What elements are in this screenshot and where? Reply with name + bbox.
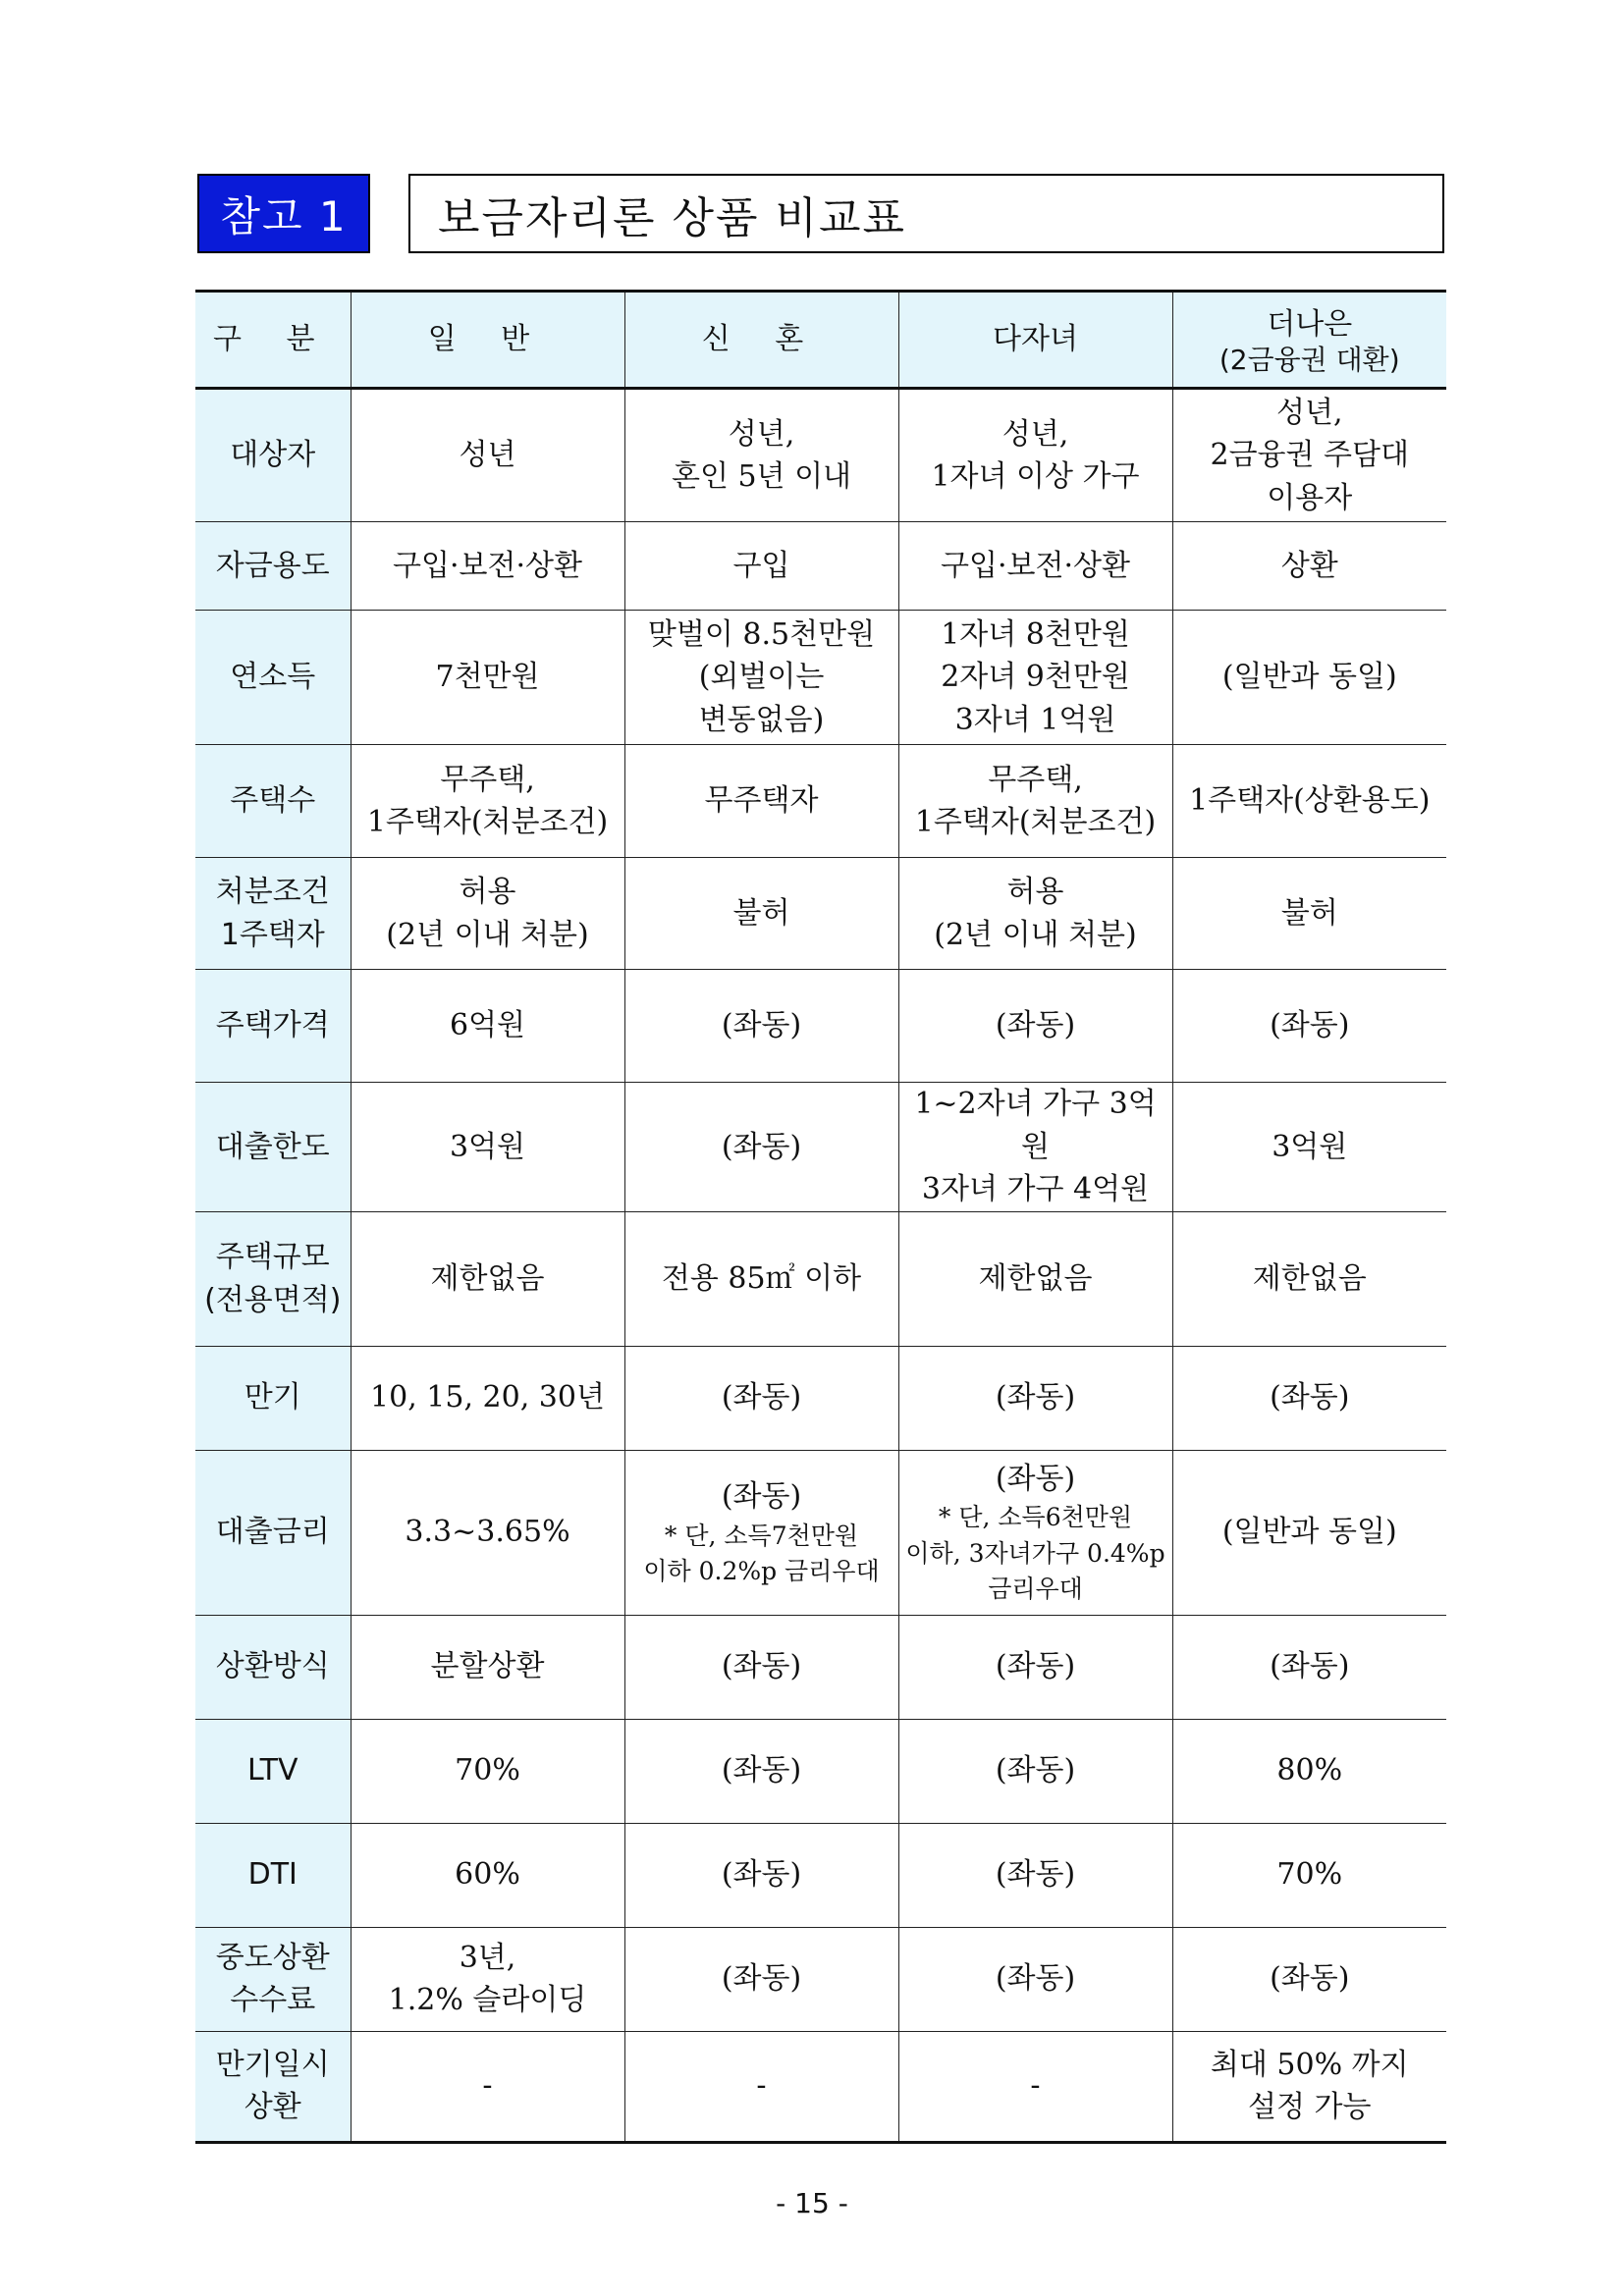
cell-line: 성년 bbox=[459, 438, 516, 473]
cell-house-size-general bbox=[351, 1211, 624, 1346]
row-header-note: (전용면적) bbox=[204, 1282, 342, 1317]
cell-line: 1주택자(상환용도) bbox=[1189, 783, 1431, 819]
cell-house-size-better bbox=[1172, 1211, 1446, 1346]
cell-maturity-general bbox=[351, 1346, 624, 1450]
cell-line: 2자녀 9천만원 bbox=[941, 660, 1130, 695]
cell-line: 6억원 bbox=[449, 1008, 526, 1043]
row-header-house-price bbox=[195, 970, 351, 1083]
cell-line: 변동없음) bbox=[698, 702, 825, 737]
column-header-newlywed: 신 혼 bbox=[624, 292, 898, 389]
table-row-balloon-repayment bbox=[195, 2031, 1446, 2142]
cell-line: 구입·보전·상환 bbox=[941, 548, 1130, 583]
table-row-repayment-method bbox=[195, 1615, 1446, 1719]
cell-line: 1~2자녀 가구 3억원 bbox=[914, 1087, 1157, 1164]
row-header-text: 자금용도 bbox=[215, 548, 330, 583]
cell-line: (좌동) bbox=[1270, 1961, 1350, 1997]
cell-line: 제한없음 bbox=[1252, 1260, 1367, 1296]
cell-line: (좌동) bbox=[995, 1380, 1076, 1415]
cell-repayment-method-better bbox=[1172, 1615, 1446, 1719]
cell-line: (좌동) bbox=[1270, 1649, 1350, 1684]
cell-disposal-condition-multichild bbox=[898, 858, 1172, 970]
column-header-general: 일 반 bbox=[351, 292, 624, 389]
cell-line: (좌동) bbox=[721, 1129, 802, 1164]
cell-line: (좌동) bbox=[995, 1753, 1076, 1789]
cell-line: 이하, 3자녀가구 0.4%p bbox=[905, 1538, 1165, 1568]
cell-line: (좌동) bbox=[721, 1479, 802, 1514]
cell-line: 70% bbox=[455, 1753, 520, 1789]
cell-line: 전용 85㎡ 이하 bbox=[661, 1260, 862, 1296]
cell-house-size-multichild bbox=[898, 1211, 1172, 1346]
cell-disposal-condition-newlywed bbox=[624, 858, 898, 970]
table-header-row bbox=[195, 292, 1446, 389]
row-header-text: 주택수 bbox=[230, 783, 316, 819]
cell-house-count-newlywed bbox=[624, 745, 898, 858]
cell-line: 3자녀 1억원 bbox=[954, 702, 1116, 737]
cell-line: 분할상환 bbox=[430, 1649, 545, 1684]
row-header-ltv bbox=[195, 1719, 351, 1823]
cell-house-price-newlywed bbox=[624, 970, 898, 1083]
cell-prepayment-fee-general bbox=[351, 1927, 624, 2031]
row-header-text: 상환방식 bbox=[215, 1649, 330, 1684]
row-header-text: 연소득 bbox=[230, 660, 316, 695]
cell-annual-income-general bbox=[351, 611, 624, 745]
row-header-text: 1주택자 bbox=[220, 917, 325, 952]
cell-line: 3자녀 가구 4억원 bbox=[921, 1172, 1150, 1206]
cell-line: 10, 15, 20, 30년 bbox=[370, 1380, 605, 1415]
cell-interest-rate-better bbox=[1172, 1450, 1446, 1615]
comparison-table bbox=[195, 290, 1446, 2144]
cell-line: (좌동) bbox=[995, 1461, 1076, 1496]
cell-line: 무주택, bbox=[440, 762, 535, 797]
cell-annual-income-newlywed bbox=[624, 611, 898, 745]
cell-line: 무주택, bbox=[988, 762, 1083, 797]
cell-target-general bbox=[351, 389, 624, 522]
cell-line: (좌동) bbox=[721, 1649, 802, 1684]
cell-line: 1주택자(처분조건) bbox=[914, 805, 1157, 839]
cell-line: 1주택자(처분조건) bbox=[366, 805, 609, 839]
cell-line: (2년 이내 처분) bbox=[934, 917, 1137, 952]
cell-line: 구입 bbox=[732, 548, 790, 583]
cell-line: 60% bbox=[455, 1857, 520, 1893]
cell-line: 70% bbox=[1276, 1857, 1343, 1893]
cell-house-count-better bbox=[1172, 745, 1446, 858]
cell-target-better bbox=[1172, 389, 1446, 522]
cell-house-count-multichild bbox=[898, 745, 1172, 858]
cell-line: 혼인 5년 이내 bbox=[671, 459, 852, 494]
column-header-multichild: 다자녀 bbox=[898, 292, 1172, 389]
page-title: 보금자리론 상품 비교표 bbox=[408, 174, 1444, 253]
column-header-category: 구 분 bbox=[195, 292, 351, 389]
row-header-dti bbox=[195, 1823, 351, 1927]
cell-disposal-condition-better bbox=[1172, 858, 1446, 970]
cell-line: 성년, bbox=[728, 416, 795, 452]
cell-repayment-method-general bbox=[351, 1615, 624, 1719]
cell-dti-newlywed bbox=[624, 1823, 898, 1927]
row-header-maturity bbox=[195, 1346, 351, 1450]
cell-line: 3.3~3.65% bbox=[405, 1515, 570, 1550]
row-header-text: 대상자 bbox=[230, 438, 316, 473]
cell-line: 1.2% 슬라이딩 bbox=[388, 1983, 587, 2017]
cell-line: (좌동) bbox=[721, 1008, 802, 1043]
table-row-prepayment-fee bbox=[195, 1927, 1446, 2031]
cell-line: (일반과 동일) bbox=[1221, 1515, 1397, 1550]
cell-repayment-method-multichild bbox=[898, 1615, 1172, 1719]
table-row-fund-use bbox=[195, 522, 1446, 611]
cell-annual-income-multichild bbox=[898, 611, 1172, 745]
cell-line: 설정 가능 bbox=[1248, 2090, 1372, 2124]
cell-maturity-multichild bbox=[898, 1346, 1172, 1450]
cell-fund-use-better bbox=[1172, 522, 1446, 611]
cell-line: 7천만원 bbox=[435, 660, 540, 695]
cell-line: 맞벌이 8.5천만원 bbox=[647, 616, 876, 652]
cell-line: (좌동) bbox=[1270, 1008, 1350, 1043]
cell-house-price-multichild bbox=[898, 970, 1172, 1083]
cell-line: 제한없음 bbox=[430, 1260, 545, 1296]
cell-line: 금리우대 bbox=[988, 1574, 1083, 1603]
cell-loan-limit-better bbox=[1172, 1083, 1446, 1212]
cell-line: 3억원 bbox=[449, 1129, 526, 1164]
cell-loan-limit-newlywed bbox=[624, 1083, 898, 1212]
table-row-annual-income bbox=[195, 611, 1446, 745]
row-header-prepayment-fee bbox=[195, 1927, 351, 2031]
cell-line: 2금융권 주담대 bbox=[1210, 438, 1409, 473]
cell-interest-rate-general bbox=[351, 1450, 624, 1615]
cell-line: 상환 bbox=[1280, 548, 1338, 583]
cell-line: 성년, bbox=[1276, 395, 1343, 430]
table-row-maturity bbox=[195, 1346, 1446, 1450]
cell-line: 이용자 bbox=[1267, 480, 1353, 515]
column-header-better-label: 더나은 bbox=[1267, 306, 1353, 342]
row-header-house-size bbox=[195, 1211, 351, 1346]
row-header-house-count bbox=[195, 745, 351, 858]
cell-dti-general bbox=[351, 1823, 624, 1927]
table-row-loan-limit bbox=[195, 1083, 1446, 1212]
cell-balloon-repayment-general bbox=[351, 2031, 624, 2142]
cell-line: 1자녀 이상 가구 bbox=[931, 459, 1140, 494]
row-header-text: 만기일시 bbox=[215, 2047, 330, 2082]
cell-line: 제한없음 bbox=[978, 1260, 1093, 1296]
reference-badge: 참고 1 bbox=[197, 174, 370, 253]
cell-line: (좌동) bbox=[1270, 1380, 1350, 1415]
table-row-dti bbox=[195, 1823, 1446, 1927]
page-number: - 15 - bbox=[776, 2187, 848, 2219]
table-row-target bbox=[195, 389, 1446, 522]
table-row-interest-rate bbox=[195, 1450, 1446, 1615]
table-row-disposal-condition bbox=[195, 858, 1446, 970]
cell-house-count-general bbox=[351, 745, 624, 858]
row-header-text: 주택가격 bbox=[215, 1008, 330, 1043]
cell-line: 3년, bbox=[459, 1940, 516, 1975]
cell-maturity-better bbox=[1172, 1346, 1446, 1450]
cell-prepayment-fee-newlywed bbox=[624, 1927, 898, 2031]
cell-line: - bbox=[1030, 2068, 1041, 2104]
cell-line: - bbox=[482, 2068, 493, 2104]
row-header-annual-income bbox=[195, 611, 351, 745]
cell-line: - bbox=[756, 2068, 767, 2104]
cell-target-newlywed bbox=[624, 389, 898, 522]
cell-balloon-repayment-multichild bbox=[898, 2031, 1172, 2142]
table-row-house-price bbox=[195, 970, 1446, 1083]
row-header-text: LTV bbox=[247, 1753, 298, 1789]
cell-line: (좌동) bbox=[721, 1857, 802, 1893]
cell-line: * 단, 소득7천만원 bbox=[664, 1521, 859, 1550]
cell-line: (2년 이내 처분) bbox=[386, 917, 589, 952]
cell-line: (좌동) bbox=[995, 1857, 1076, 1893]
cell-ltv-better bbox=[1172, 1719, 1446, 1823]
cell-maturity-newlywed bbox=[624, 1346, 898, 1450]
cell-house-price-better bbox=[1172, 970, 1446, 1083]
row-header-repayment-method bbox=[195, 1615, 351, 1719]
row-header-text: 처분조건 bbox=[215, 875, 330, 909]
cell-house-size-newlywed bbox=[624, 1211, 898, 1346]
row-header-fund-use bbox=[195, 522, 351, 611]
row-header-text: 대출한도 bbox=[215, 1129, 330, 1164]
row-header-text: 중도상환 bbox=[215, 1940, 330, 1975]
cell-line: (좌동) bbox=[995, 1961, 1076, 1997]
cell-line: (좌동) bbox=[995, 1008, 1076, 1043]
cell-line: 3억원 bbox=[1272, 1129, 1348, 1164]
cell-loan-limit-multichild bbox=[898, 1083, 1172, 1212]
cell-disposal-condition-general bbox=[351, 858, 624, 970]
column-header-better bbox=[1172, 292, 1446, 389]
cell-line: 80% bbox=[1276, 1753, 1343, 1789]
cell-line: 구입·보전·상환 bbox=[393, 548, 582, 583]
cell-loan-limit-general bbox=[351, 1083, 624, 1212]
cell-line: 불허 bbox=[1280, 895, 1338, 931]
cell-repayment-method-newlywed bbox=[624, 1615, 898, 1719]
cell-line: (좌동) bbox=[721, 1961, 802, 1997]
cell-fund-use-general bbox=[351, 522, 624, 611]
cell-line: (외벌이는 bbox=[698, 660, 825, 695]
cell-ltv-newlywed bbox=[624, 1719, 898, 1823]
row-header-text: DTI bbox=[247, 1857, 298, 1893]
cell-line: 1자녀 8천만원 bbox=[941, 616, 1130, 652]
cell-annual-income-better bbox=[1172, 611, 1446, 745]
cell-ltv-general bbox=[351, 1719, 624, 1823]
cell-line: 최대 50% 까지 bbox=[1210, 2047, 1409, 2082]
table-row-house-count bbox=[195, 745, 1446, 858]
column-header-better-sub: (2금융권 대환) bbox=[1218, 344, 1400, 377]
row-header-text: 상환 bbox=[244, 2090, 301, 2124]
cell-line: 허용 bbox=[1006, 875, 1064, 909]
cell-ltv-multichild bbox=[898, 1719, 1172, 1823]
cell-line: (일반과 동일) bbox=[1221, 660, 1397, 695]
row-header-text: 수수료 bbox=[230, 1983, 316, 2017]
cell-fund-use-newlywed bbox=[624, 522, 898, 611]
cell-line: (좌동) bbox=[995, 1649, 1076, 1684]
table-row-ltv bbox=[195, 1719, 1446, 1823]
cell-fund-use-multichild bbox=[898, 522, 1172, 611]
row-header-interest-rate bbox=[195, 1450, 351, 1615]
cell-line: * 단, 소득6천만원 bbox=[938, 1503, 1133, 1532]
cell-prepayment-fee-better bbox=[1172, 1927, 1446, 2031]
cell-line: 이하 0.2%p 금리우대 bbox=[643, 1556, 880, 1585]
row-header-text: 주택규모 bbox=[215, 1240, 330, 1274]
row-header-target bbox=[195, 389, 351, 522]
cell-line: 불허 bbox=[732, 895, 790, 931]
row-header-balloon-repayment bbox=[195, 2031, 351, 2142]
cell-line: (좌동) bbox=[721, 1753, 802, 1789]
table-row-house-size bbox=[195, 1211, 1446, 1346]
cell-dti-multichild bbox=[898, 1823, 1172, 1927]
cell-line: 성년, bbox=[1001, 416, 1069, 452]
row-header-text: 대출금리 bbox=[215, 1515, 330, 1550]
cell-dti-better bbox=[1172, 1823, 1446, 1927]
row-header-loan-limit bbox=[195, 1083, 351, 1212]
cell-prepayment-fee-multichild bbox=[898, 1927, 1172, 2031]
cell-balloon-repayment-better bbox=[1172, 2031, 1446, 2142]
cell-interest-rate-newlywed bbox=[624, 1450, 898, 1615]
cell-house-price-general bbox=[351, 970, 624, 1083]
cell-interest-rate-multichild bbox=[898, 1450, 1172, 1615]
cell-line: (좌동) bbox=[721, 1380, 802, 1415]
row-header-disposal-condition bbox=[195, 858, 351, 970]
cell-target-multichild bbox=[898, 389, 1172, 522]
cell-line: 무주택자 bbox=[704, 783, 819, 819]
cell-balloon-repayment-newlywed bbox=[624, 2031, 898, 2142]
cell-line: 허용 bbox=[459, 875, 516, 909]
row-header-text: 만기 bbox=[244, 1380, 301, 1415]
